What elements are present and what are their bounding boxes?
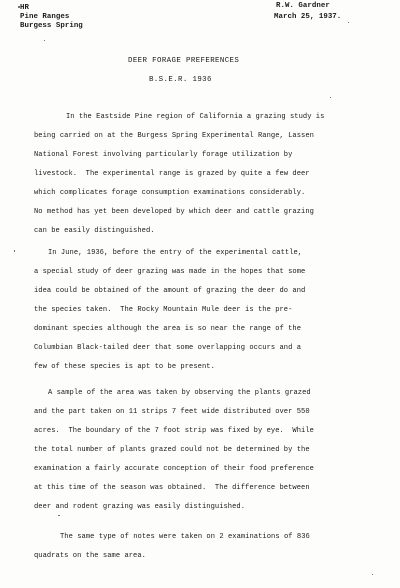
p2-line-6: Columbian Black-tailed deer that some overlapping occurs and a bbox=[34, 344, 302, 352]
header-left-line-2: Pine Ranges bbox=[20, 13, 70, 21]
p3-line-7: deer and rodent grazing was easily distinguished. bbox=[34, 503, 246, 511]
p1-line-4: livestock. The experimental range is grazed by quite a few deer bbox=[34, 170, 310, 178]
header-right-date: March 25, 1937. bbox=[274, 13, 342, 21]
header-right-author: R.W. Gardner bbox=[276, 2, 330, 10]
p2-line-2: a special study of deer grazing was made in the hopes that some bbox=[34, 268, 306, 276]
scan-speck bbox=[18, 6, 20, 8]
p1-line-2: being carried on at the Burgess Spring Experimental Range, Lassen bbox=[34, 132, 314, 140]
scan-speck bbox=[372, 574, 373, 575]
p2-line-4: the species taken. The Rocky Mountain Mule deer is the pre- bbox=[34, 306, 293, 314]
p2-line-3: idea could be obtained of the amount of grazing the deer do and bbox=[34, 287, 306, 295]
p1-line-7: can be easily distinguished. bbox=[34, 227, 155, 235]
p4-line-1: The same type of notes were taken on 2 examinations of 836 bbox=[60, 533, 310, 541]
scan-speck bbox=[58, 515, 60, 516]
p2-line-7: few of these species is apt to be present. bbox=[34, 363, 215, 371]
scan-speck bbox=[14, 250, 15, 252]
p3-line-2: and the part taken on 11 strips 7 feet wide distributed over 550 bbox=[34, 408, 310, 416]
document-subtitle: B.S.E.R. 1936 bbox=[149, 76, 212, 84]
p2-line-1: In June, 1936, before the entry of the experimental cattle, bbox=[48, 249, 303, 257]
header-left-line-1: HR bbox=[20, 4, 29, 12]
document-title: DEER FORAGE PREFERENCES bbox=[128, 57, 240, 65]
p3-line-4: the total number of plants grazed could not be determined by the bbox=[34, 446, 310, 454]
p2-line-5: dominant species although the area is so near the range of the bbox=[34, 325, 302, 333]
p1-line-1: In the Eastside Pine region of California a grazing study is bbox=[66, 113, 325, 121]
p1-line-5: which complicates forage consumption examinations considerably. bbox=[34, 189, 306, 197]
p3-line-1: A sample of the area was taken by observing the plants grazed bbox=[48, 389, 311, 397]
p4-line-2: quadrats on the same area. bbox=[34, 552, 146, 560]
p3-line-5: examination a fairly accurate conception of their food preference bbox=[34, 465, 314, 473]
p3-line-6: at this time of the season was obtained. The difference between bbox=[34, 484, 310, 492]
scan-speck bbox=[330, 97, 331, 98]
p3-line-3: acres. The boundary of the 7 foot strip was fixed by eye. While bbox=[34, 427, 314, 435]
p1-line-6: No method has yet been developed by which deer and cattle grazing bbox=[34, 208, 314, 216]
p1-line-3: National Forest involving particularly forage utilization by bbox=[34, 151, 293, 159]
header-left-line-3: Burgess Spring bbox=[20, 22, 83, 30]
scan-speck bbox=[44, 40, 45, 41]
scan-speck bbox=[348, 22, 349, 23]
